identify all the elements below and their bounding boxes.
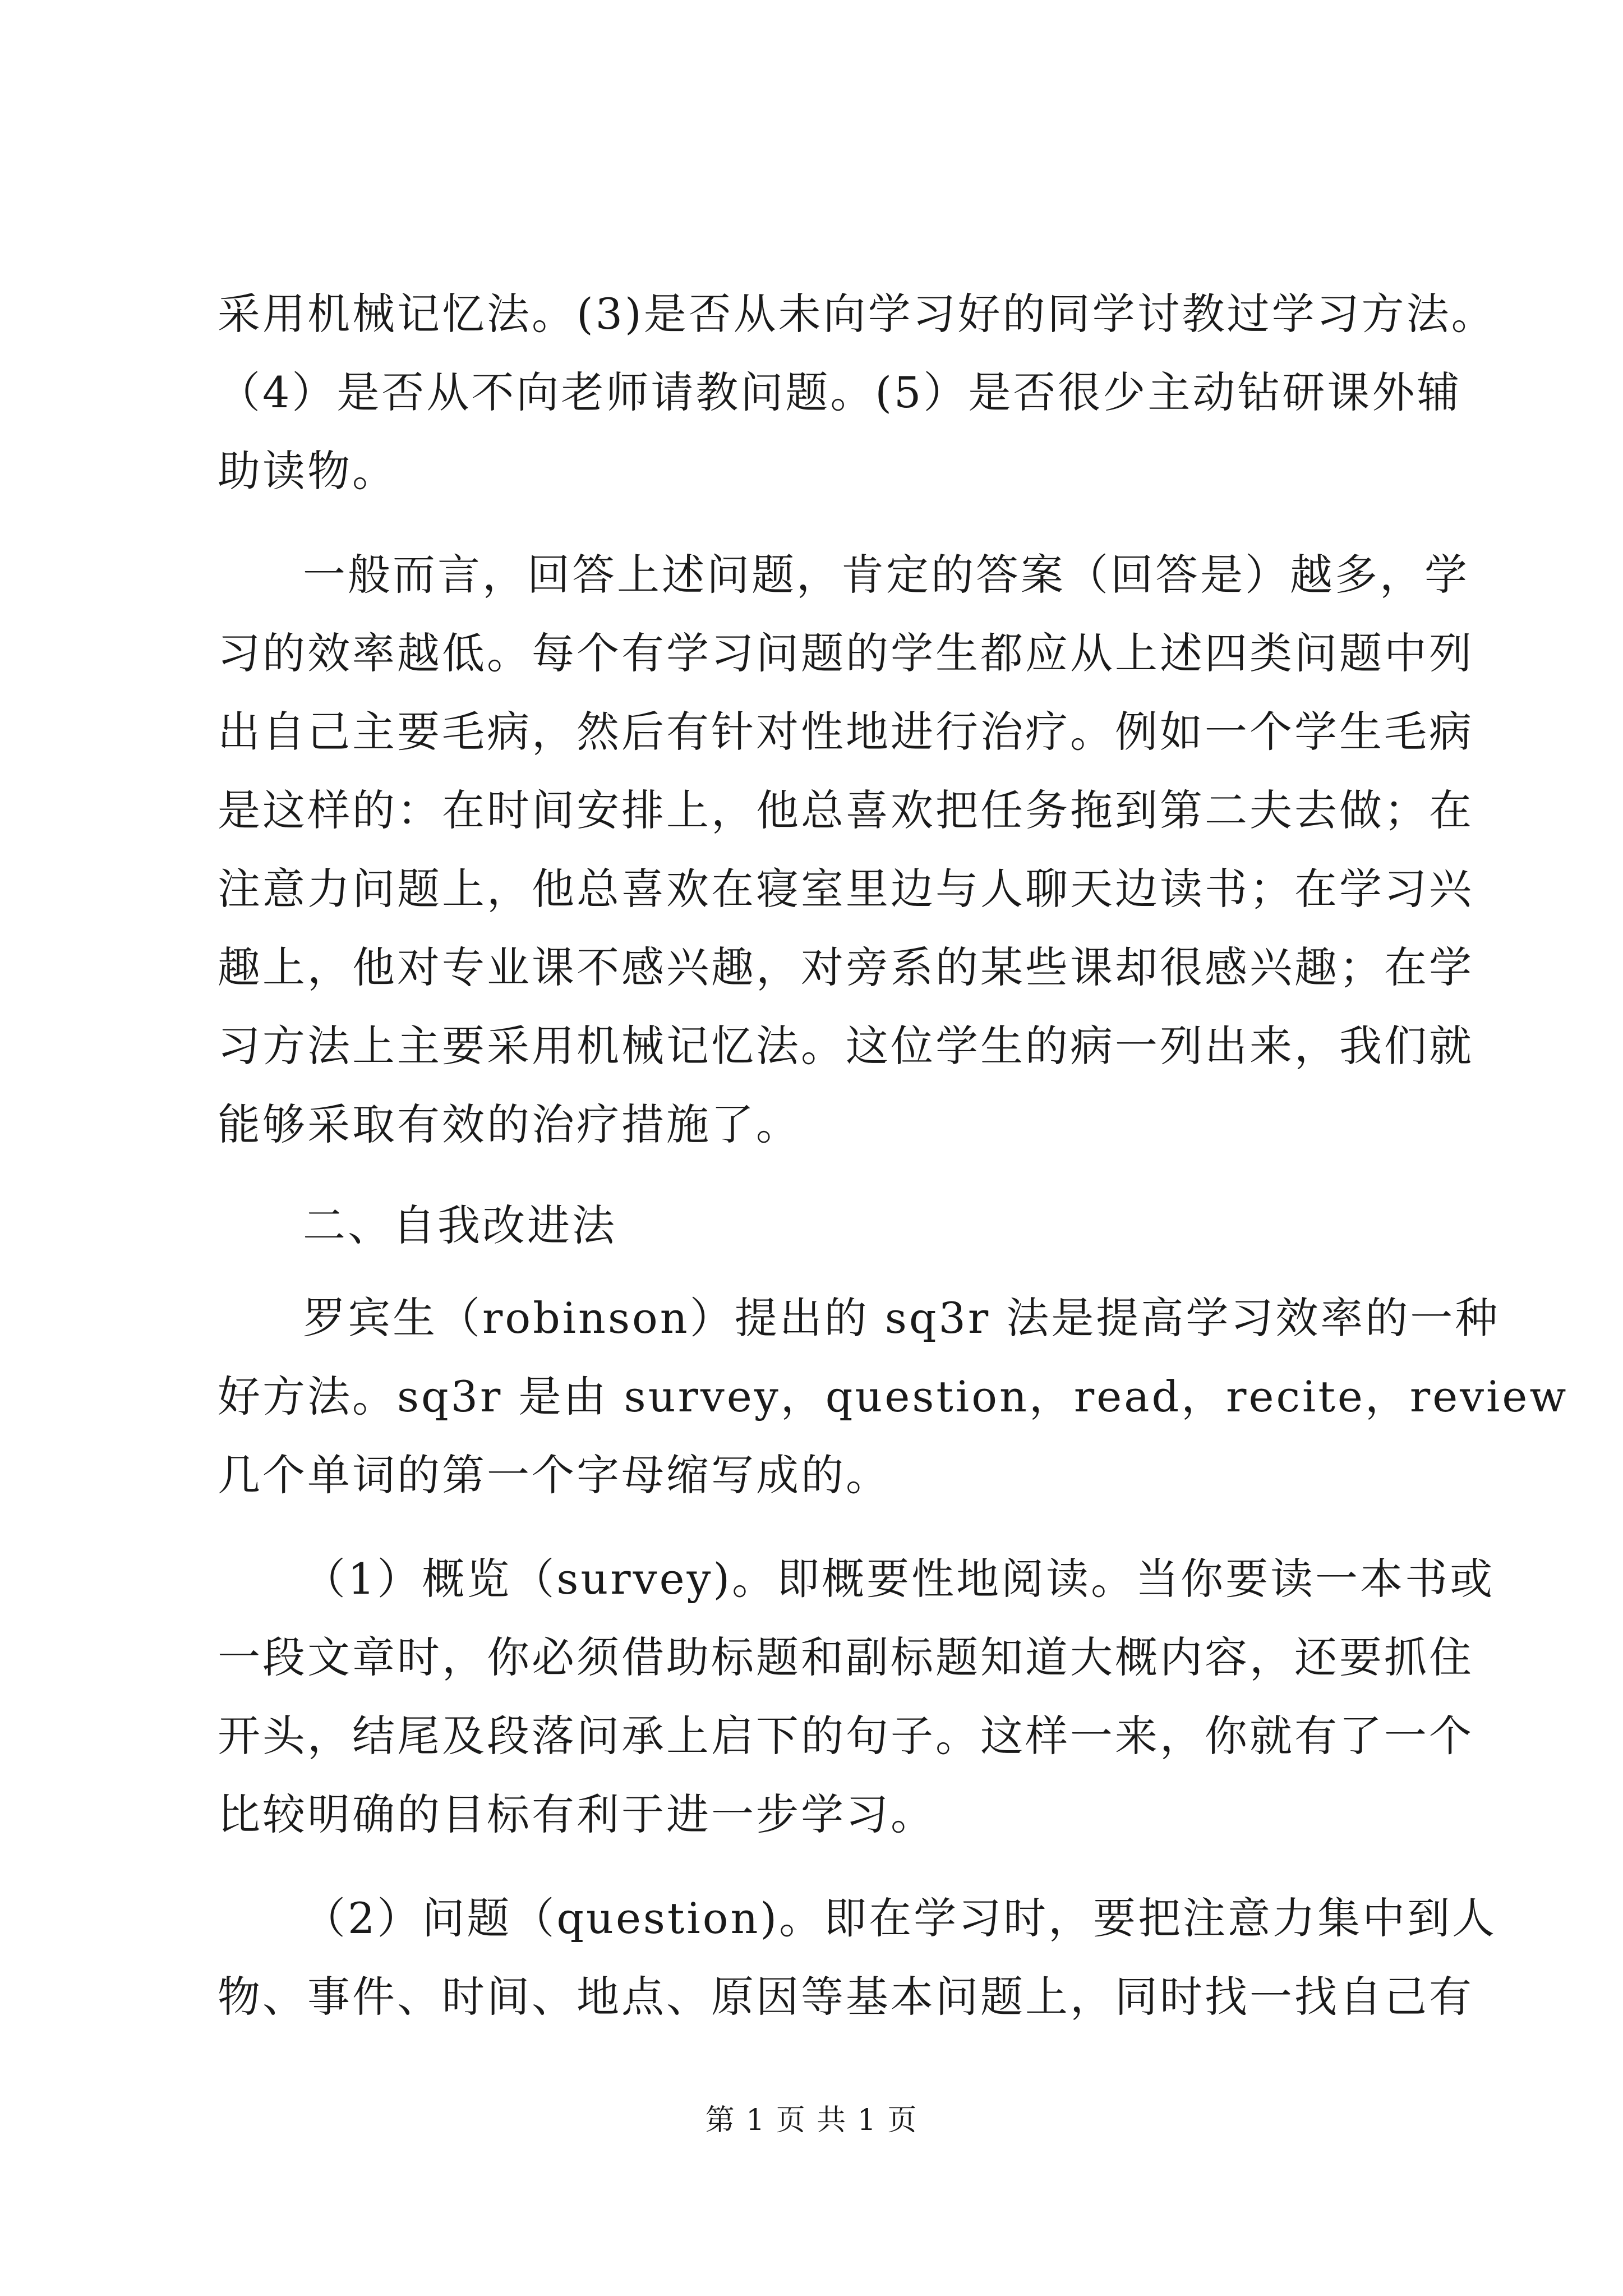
text-line-2: （4）是否从不向老师请教问题。(5）是否很少主动钻研课外辅 xyxy=(218,367,1462,417)
text-line-15: 几个单词的第一个字母缩写成的。 xyxy=(218,1450,891,1500)
text-line-8: 注意力问题上，他总喜欢在寝室里边与人聊天边读书；在学习兴 xyxy=(218,864,1474,914)
text-line-5: 习的效率越低。每个有学习问题的学生都应从上述四类问题中列 xyxy=(218,628,1474,678)
text-line-20: （2）问题（question)。即在学习时，要把注意力集中到人 xyxy=(303,1893,1497,1943)
text-line-4: 一般而言，回答上述问题，肯定的答案（回答是）越多，学 xyxy=(303,550,1469,600)
text-line-13: 罗宾生（robinson）提出的 sq3r 法是提高学习效率的一种 xyxy=(303,1293,1500,1343)
text-line-11: 能够采取有效的治疗措施了。 xyxy=(218,1099,801,1149)
text-line-19: 比较明确的目标有利于进一步学习。 xyxy=(218,1789,935,1839)
text-line-10: 习方法上主要采用机械记忆法。这位学生的病一列出来，我们就 xyxy=(218,1021,1474,1071)
text-line-21: 物、事件、时间、地点、原因等基本问题上，同时找一找自己有 xyxy=(218,1972,1474,2022)
text-line-17: 一段文章时，你必须借助标题和副标题知道大概内容，还要抓住 xyxy=(218,1632,1474,1682)
text-line-6: 出自己主要毛病，然后有针对性地进行治疗。例如一个学生毛病 xyxy=(218,707,1474,757)
text-line-14: 好方法。sq3r 是由 survey，question，read，recite，review xyxy=(218,1372,1569,1421)
text-line-7: 是这样的：在时间安排上，他总喜欢把任务拖到第二夫去做；在 xyxy=(218,785,1474,835)
page-footer: 第 1 页 共 1 页 xyxy=(705,2104,918,2137)
section-heading: 二、自我改进法 xyxy=(303,1200,617,1250)
text-line-3: 助读物。 xyxy=(218,446,397,496)
text-line-9: 趣上，他对专业课不感兴趣，对旁系的某些课却很感兴趣；在学 xyxy=(218,942,1474,992)
text-line-1: 采用机械记忆法。(3)是否从未向学习好的同学讨教过学习方法。 xyxy=(218,289,1496,339)
text-line-16: （1）概览（survey)。即概要性地阅读。当你要读一本书或 xyxy=(303,1554,1495,1604)
text-line-18: 开头，结尾及段落问承上启下的句子。这样一来，你就有了一个 xyxy=(218,1711,1474,1761)
